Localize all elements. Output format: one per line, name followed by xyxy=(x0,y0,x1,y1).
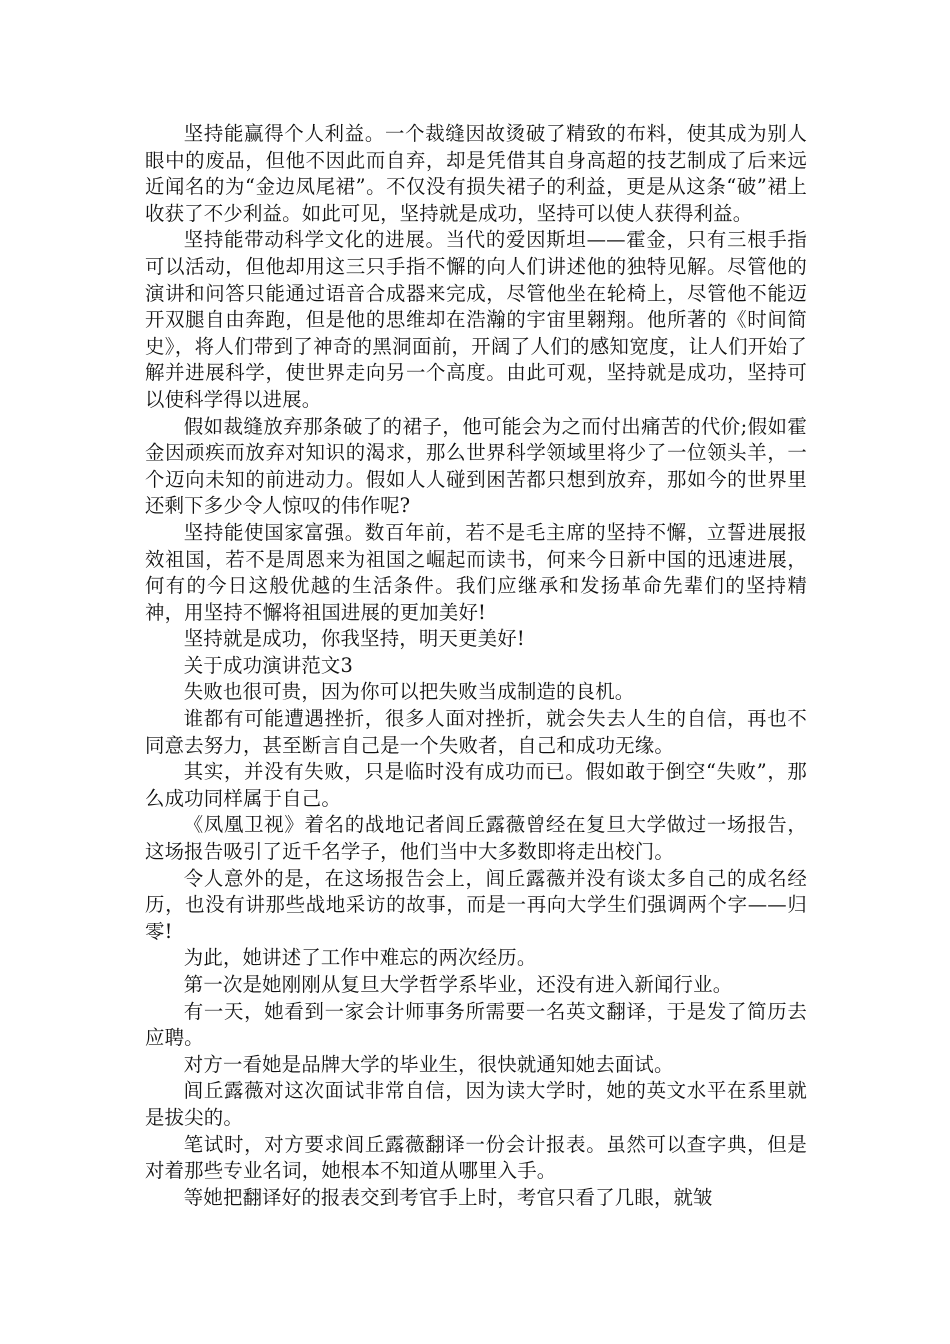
paragraph: 假如裁缝放弃那条破了的裙子，他可能会为之而付出痛苦的代价;假如霍金因顽疾而放弃对知识的渴求，那么世界科学领域里将少了一位领头羊，一个迈向未知的前进动力。假如人人碰到困苦都只想到放弃，那如今的世界里还剩下多少令人惊叹的伟作呢? xyxy=(145,414,807,518)
paragraph: 失败也很可贵，因为你可以把失败当成制造的良机。 xyxy=(183,680,635,704)
paragraph: 为此，她讲述了工作中难忘的两次经历。 xyxy=(183,946,537,970)
paragraph: 坚持能使国家富强。数百年前，若不是毛主席的坚持不懈，立誓进展报效祖国，若不是周恩来为祖国之崛起而读书，何来今日新中国的迅速进展，何有的今日这般优越的生活条件。我们应继承和发扬革命先辈们的坚持精神，用坚持不懈将祖国进展的更加美好! xyxy=(145,520,807,624)
paragraph: 谁都有可能遭遇挫折，很多人面对挫折，就会失去人生的自信，再也不同意去努力，甚至断言自己是一个失败者，自己和成功无缘。 xyxy=(145,707,807,757)
paragraph: 有一天，她看到一家会计师事务所需要一名英文翻译，于是发了简历去应聘。 xyxy=(145,999,807,1050)
paragraph: 《凤凰卫视》着名的战地记者闾丘露薇曾经在复旦大学做过一场报告，这场报告吸引了近千名学子，他们当中大多数即将走出校门。 xyxy=(145,813,807,864)
paragraph: 对方一看她是品牌大学的毕业生，很快就通知她去面试。 xyxy=(183,1052,674,1076)
paragraph: 坚持能赢得个人利益。一个裁缝因故烫破了精致的布料，使其成为别人眼中的废品，但他不因此而自弃，却是凭借其自身高超的技艺制成了后来远近闻名的为“金边凤尾裙”。不仅没有损失裙子的利益，更是从这条“破”裙上收获了不少利益。如此可见，坚持就是成功，坚持可以使人获得利益。 xyxy=(145,122,807,225)
paragraph: 坚持就是成功，你我坚持，明天更美好! xyxy=(183,627,525,651)
section-heading: 关于成功演讲范文3 xyxy=(183,653,354,677)
paragraph: 笔试时，对方要求闾丘露薇翻译一份会计报表。虽然可以查字典，但是对着那些专业名词，她根本不知道从哪里入手。 xyxy=(145,1132,807,1183)
paragraph: 第一次是她刚刚从复旦大学哲学系毕业，还没有进入新闻行业。 xyxy=(183,973,733,996)
paragraph: 其实，并没有失败，只是临时没有成功而已。假如敢于倒空“失败”，那么成功同样属于自己。 xyxy=(145,760,807,810)
paragraph: 坚持能带动科学文化的进展。当代的爱因斯坦——霍金，只有三根手指可以活动，但他却用这三只手指不懈的向人们讲述他的独特见解。尽管他的演讲和问答只能通过语音合成器来完成，尽管他坐在轮椅上，尽管他不能迈开双腿自由奔跑，但是他的思维却在浩瀚的宇宙里翱翔。他所著的《时间简史》，将人们带到了神奇的黑洞面前，开阔了人们的感知宽度，让人们开始了解并进展科学，使世界走向另一个高度。由此可观，坚持就是成功，坚持可以使科学得以进展。 xyxy=(145,228,807,411)
document-body xyxy=(145,121,807,1211)
paragraph: 闾丘露薇对这次面试非常自信，因为读大学时，她的英文水平在系里就是拔尖的。 xyxy=(145,1079,807,1129)
paragraph: 令人意外的是，在这场报告会上，闾丘露薇并没有谈太多自己的成名经历，也没有讲那些战地采访的故事，而是一再向大学生们强调两个字——归零! xyxy=(145,866,807,943)
paragraph: 等她把翻译好的报表交到考官手上时，考官只看了几眼，就皱 xyxy=(183,1185,713,1209)
